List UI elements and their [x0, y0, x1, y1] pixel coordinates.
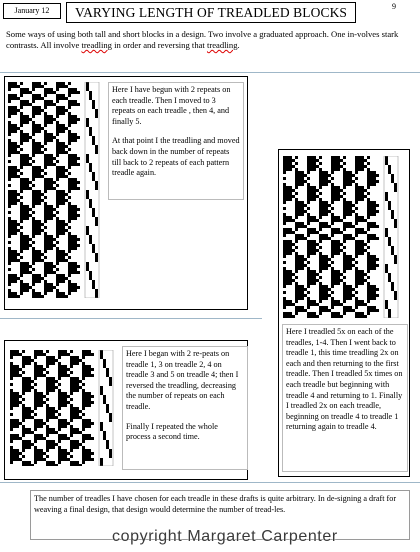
footer-note: The number of treadles I have chosen for each treadle in these drafts is quite arbitrary. In de-signing a draft for weaving a final design, that design would determine the number of tread-les.	[30, 490, 410, 540]
intro-text: .	[237, 40, 240, 50]
section-a-paragraph-2: At that point I the treadling and moved back down in the number of repeats till back to 2 repeats of each pattern treadle again.	[112, 136, 240, 178]
weaving-draft-c	[10, 350, 116, 466]
intro-text: Some ways of using both tall and short blocks in a design. Two involve a graduated approach. One in-volves stark contrasts. All involve	[6, 29, 399, 50]
section-b-paragraph: Here I treadled 5x on each of the treadles, 1-4. Then I went back to treadle 1, this time treadling 2x on each and then returning to the first treadle. Then I treadled 5x times on each treadle but beginning with treadle 4 and returning to 1. Finally I treadled 2x on each treadle, beginning on treadle 4 to treadle 1 returning again to treadle 4.	[286, 327, 403, 432]
intro-word: treadling	[206, 40, 238, 50]
divider	[0, 482, 420, 483]
section-c-text	[122, 346, 248, 470]
divider	[0, 318, 262, 319]
drawdown-graphic	[8, 82, 100, 298]
date-label: January 12	[3, 3, 61, 19]
section-c-paragraph-1: Here I began with 2 re-peats on treadle 1, 3 on treadle 2, 4 on treadle 3 and 5 on treadle 4; then I reversed the treadling, decreasing the number of repeats on each treadle.	[126, 349, 239, 411]
intro-paragraph	[6, 29, 416, 51]
section-c-paragraph-2: Finally I repeated the whole process a second time.	[126, 421, 218, 442]
intro-word: treadling	[81, 40, 112, 50]
section-a-text	[108, 82, 244, 200]
drawdown-graphic	[283, 156, 401, 318]
copyright-watermark: copyright Margaret Carpenter	[112, 528, 338, 545]
page-number: 9	[392, 2, 396, 11]
divider	[0, 72, 420, 73]
weaving-draft-b	[283, 156, 401, 318]
intro-text: in order and reversing that	[111, 40, 207, 50]
weaving-draft-a	[8, 82, 100, 298]
section-a-paragraph-1: Here I have begun with 2 repeats on each treadle. Then I moved to 3 repeats on each treadle , then 4, and finally 5.	[112, 85, 231, 126]
page-title: VARYING LENGTH OF TREADLED BLOCKS	[66, 2, 356, 23]
drawdown-graphic	[10, 350, 116, 466]
section-b-text	[282, 324, 408, 472]
